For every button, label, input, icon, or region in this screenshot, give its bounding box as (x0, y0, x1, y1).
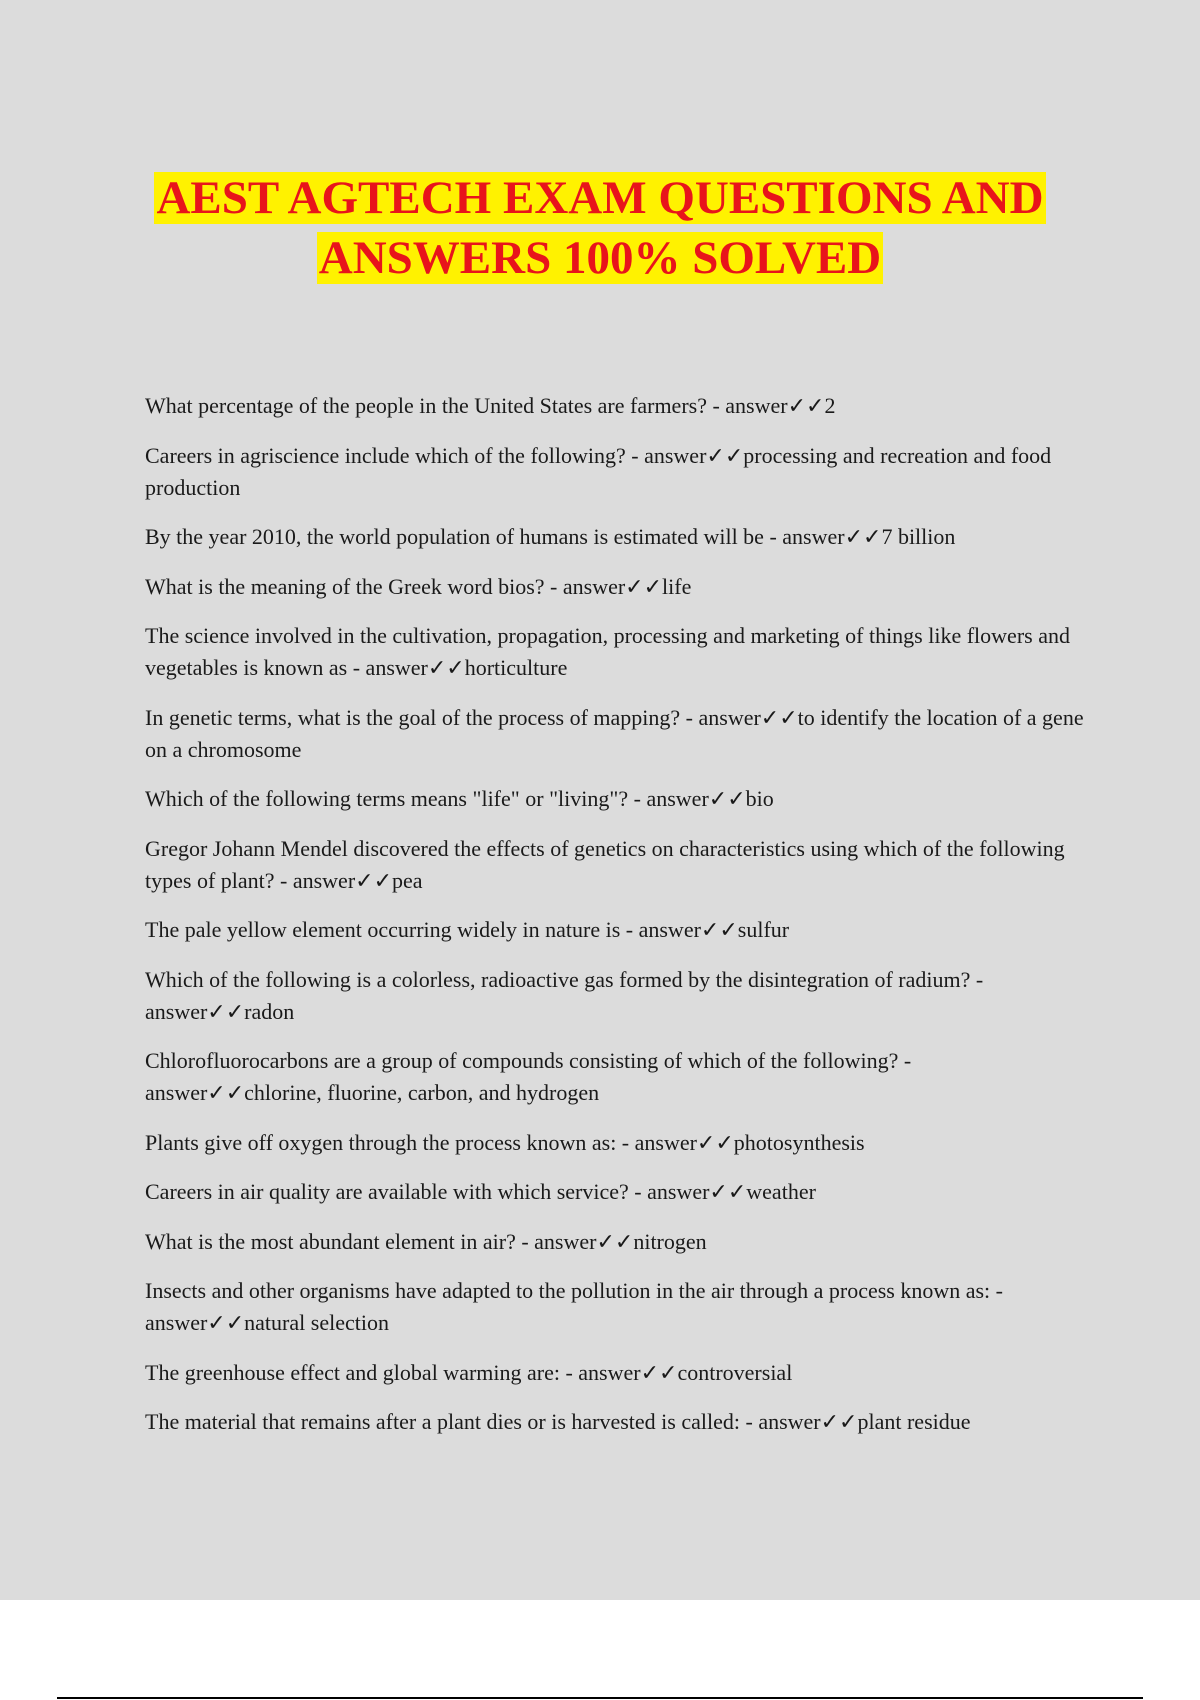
document-title (0, 168, 1200, 288)
qa-item: Which of the following is a colorless, radioactive gas formed by the disintegration of radium? - answer✓✓radon (145, 966, 984, 1024)
qa-item: The pale yellow element occurring widely in nature is - answer✓✓sulfur (145, 917, 790, 942)
title-line-1-text: AEST AGTECH EXAM QUESTIONS AND (156, 172, 1044, 224)
qa-item: Which of the following terms means "life" or "living"? - answer✓✓bio (145, 786, 774, 811)
qa-item: The greenhouse effect and global warming are: - answer✓✓controversial (145, 1359, 793, 1385)
qa-item: By the year 2010, the world population of humans is estimated will be - answer✓✓7 billion (145, 524, 956, 549)
qa-item: Careers in agriscience include which of the following? - answer✓✓processing and recreation and food production (145, 442, 1052, 500)
qa-item: The material that remains after a plant dies or is harvested is called: - answer✓✓plant residue (145, 1409, 971, 1434)
title-line-1 (0, 168, 1200, 228)
qa-item: What percentage of the people in the United States are farmers? - answer✓✓2 (145, 393, 836, 418)
title-line-2-text: ANSWERS 100% SOLVED (318, 232, 882, 284)
qa-list (145, 390, 1085, 1456)
qa-item: What is the most abundant element in air? - answer✓✓nitrogen (145, 1228, 707, 1254)
title-line-2 (0, 228, 1200, 288)
qa-item: Chlorofluorocarbons are a group of compounds consisting of which of the following? - answer✓✓chlorine, fluorine, carbon, and hydrogen (145, 1048, 912, 1105)
qa-item: Gregor Johann Mendel discovered the effects of genetics on characteristics using which of the following types of plant? - answer✓✓pea (145, 835, 1065, 893)
qa-item: In genetic terms, what is the goal of the process of mapping? - answer✓✓to identify the location of a gene on a chromosome (145, 704, 1084, 762)
qa-item: Insects and other organisms have adapted to the pollution in the air through a process known as: - answer✓✓natural selection (145, 1278, 1003, 1335)
qa-item: What is the meaning of the Greek word bios? - answer✓✓life (145, 573, 692, 599)
footer-divider (57, 1697, 1143, 1699)
qa-item: Plants give off oxygen through the process known as: - answer✓✓photosynthesis (145, 1129, 865, 1155)
qa-item: Careers in air quality are available with which service? - answer✓✓weather (145, 1179, 816, 1204)
qa-item: The science involved in the cultivation, propagation, processing and marketing of things like flowers and vegetables is known as - answer✓✓horticulture (145, 623, 1070, 680)
